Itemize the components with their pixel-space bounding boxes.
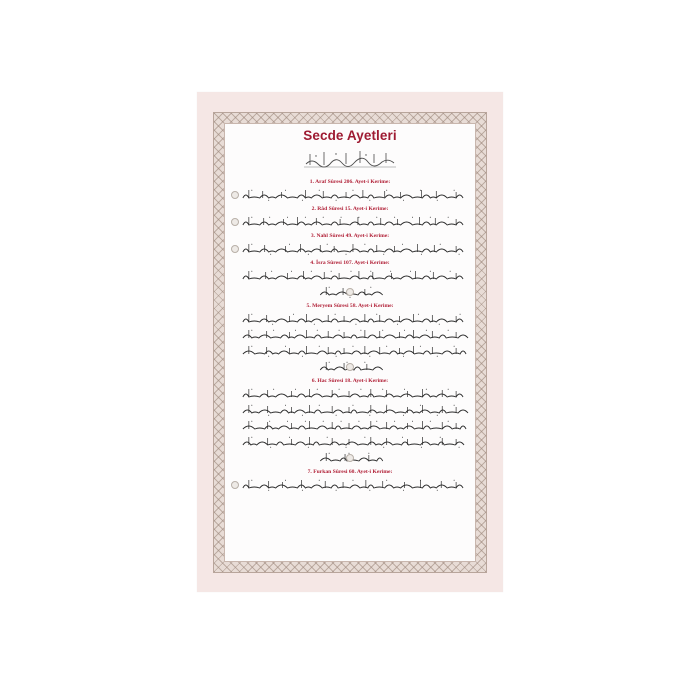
arabic-verse-line [231, 419, 469, 433]
arabic-script-icon [231, 312, 469, 326]
arabic-script-icon [231, 215, 469, 229]
verse-section [229, 178, 471, 202]
arabic-script-icon [231, 387, 469, 401]
arabic-script-icon [231, 435, 469, 449]
arabic-script-icon [231, 403, 469, 417]
arabic-verse-line [231, 435, 469, 449]
verse-heading: 1. Araf Sûresi 206. Ayet-i Kerime: [309, 179, 391, 185]
arabic-verse-line [231, 285, 469, 299]
verse-section [229, 205, 471, 229]
arabic-script-icon [231, 269, 469, 283]
ayah-end-marker-icon [346, 288, 354, 296]
page-content [224, 123, 476, 562]
arabic-verse-line [231, 188, 469, 202]
arabic-verse-line [231, 242, 469, 256]
verse-section [229, 232, 471, 256]
verses-list [229, 178, 471, 495]
verse-heading: 5. Meryem Sûresi 58. Ayet-i Kerime: [306, 303, 394, 309]
verse-section [229, 468, 471, 492]
arabic-verse-line [231, 312, 469, 326]
arabic-verse-line [231, 360, 469, 374]
arabic-verse-line [231, 403, 469, 417]
ayah-end-marker-icon [231, 245, 239, 253]
arabic-verse-line [231, 344, 469, 358]
ayah-end-marker-icon [231, 191, 239, 199]
ayah-end-marker-icon [231, 481, 239, 489]
verse-heading: 7. Furkan Sûresi 60. Ayet-i Kerime: [307, 469, 393, 475]
verse-heading: 6. Hac Sûresi 18. Ayet-i Kerime: [311, 378, 389, 384]
arabic-script-icon [231, 188, 469, 202]
verse-heading: 2. Râd Sûresi 15. Ayet-i Kerime: [311, 206, 389, 212]
ayah-end-marker-icon [231, 218, 239, 226]
arabic-script-icon [231, 328, 469, 342]
ayah-end-marker-icon [346, 363, 354, 371]
verse-section [229, 302, 471, 374]
verse-heading: 4. İsra Sûresi 107. Ayet-i Kerime: [310, 260, 390, 266]
arabic-script-icon [231, 242, 469, 256]
arabic-verse-line [231, 387, 469, 401]
arabic-verse-line [231, 328, 469, 342]
verse-section [229, 377, 471, 465]
arabic-verse-line [231, 269, 469, 283]
arabic-script-icon [231, 344, 469, 358]
basmala-icon [302, 148, 398, 170]
arabic-verse-line [231, 478, 469, 492]
arabic-verse-line [231, 451, 469, 465]
ayah-end-marker-icon [346, 454, 354, 462]
arabic-verse-line [231, 215, 469, 229]
arabic-script-icon [231, 478, 469, 492]
ornamental-border [213, 112, 487, 573]
verse-section [229, 259, 471, 299]
verse-heading: 3. Nahl Sûresi 49. Ayet-i Kerime: [310, 233, 390, 239]
arabic-script-icon [231, 419, 469, 433]
book-page [197, 92, 503, 592]
page-title: Secde Ayetleri [303, 128, 397, 143]
